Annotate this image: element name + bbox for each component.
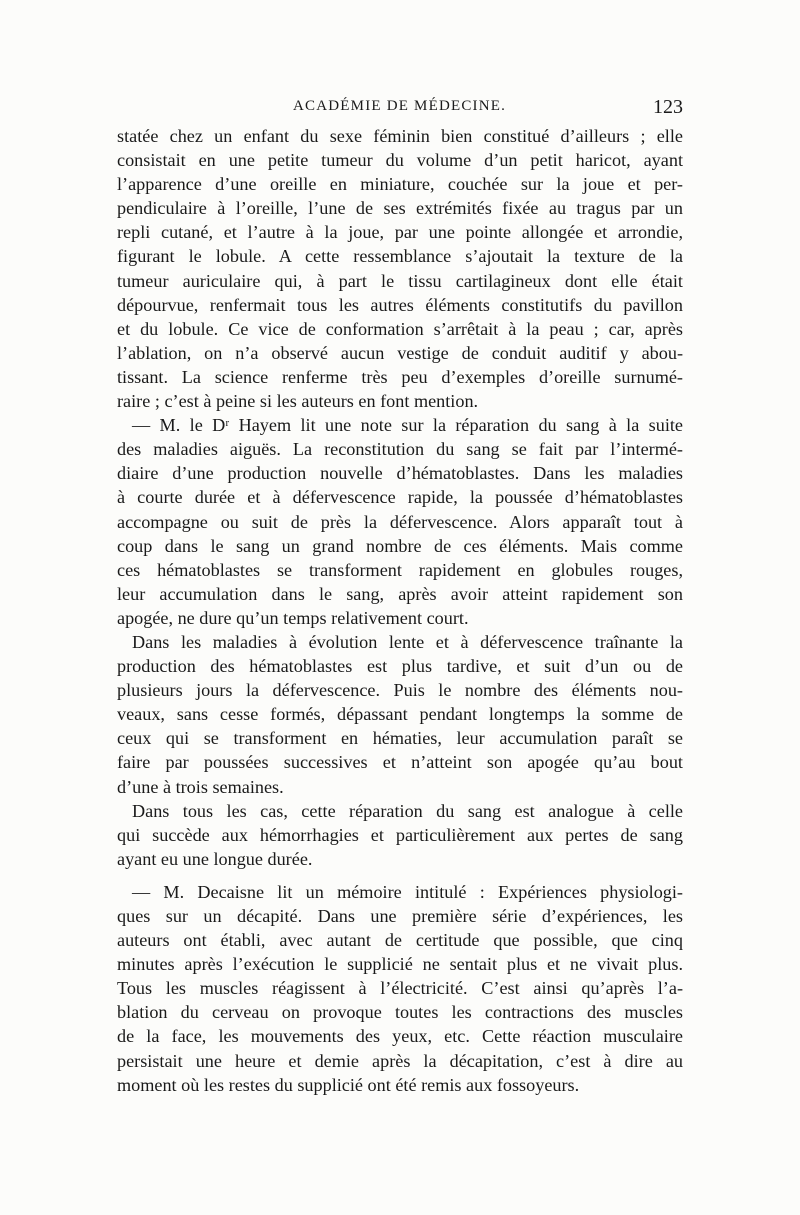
text-line: ceux qui se transforment en hématies, leur accumulation paraît se <box>117 728 683 749</box>
text-line: auteurs ont établi, avec autant de certitude que possible, que cinq <box>117 930 683 951</box>
text-line: raire ; c’est à peine si les auteurs en font mention. <box>117 391 479 412</box>
text-line: persistait une heure et demie après la décapitation, c’est à dire au <box>117 1050 683 1071</box>
paragraph-gap <box>117 871 683 880</box>
running-head: ACADÉMIE DE MÉDECINE. <box>293 98 507 114</box>
paragraph-oreille <box>117 124 683 413</box>
text-line: — M. Decaisne lit un mémoire intitulé : Expériences physiologi- <box>132 881 683 902</box>
text-line: figurant le lobule. A cette ressemblance s’ajoutait la texture de la <box>117 246 683 267</box>
text-line: pendiculaire à l’oreille, l’une de ses extrémités fixée au tragus par un <box>117 198 683 219</box>
text-line: veaux, sans cesse formés, dépassant pendant longtemps la somme de <box>117 704 683 725</box>
page-number: 123 <box>653 96 683 118</box>
text-line: tissant. La science renferme très peu d’exemples d’oreille surnumé- <box>117 366 683 387</box>
text-line: ques sur un décapité. Dans une première série d’expériences, les <box>117 906 683 926</box>
paragraph-tous-les-cas <box>117 799 683 871</box>
text-line: blation du cerveau on provoque toutes les contractions des muscles <box>117 1002 683 1023</box>
text-line: ayant eu une longue durée. <box>117 848 313 869</box>
text-line: accompagne ou suit de près la défervescence. Alors apparaît tout à <box>117 511 683 532</box>
text-line: consistait en une petite tumeur du volume d’un petit haricot, ayant <box>117 150 683 171</box>
text-line: apogée, ne dure qu’un temps relativement court. <box>117 607 469 628</box>
text-line: — M. le Dʳ Hayem lit une note sur la réparation du sang à la suite <box>132 415 683 436</box>
page-header <box>117 96 683 122</box>
text-line: des maladies aiguës. La reconstitution du sang se fait par l’intermé- <box>117 439 683 460</box>
text-line: Dans tous les cas, cette réparation du sang est analogue à celle <box>132 800 683 821</box>
text-line: diaire d’une production nouvelle d’hématoblastes. Dans les maladies <box>117 463 683 484</box>
text-line: minutes après l’exécution le supplicié ne sentait plus et ne vivait plus. <box>117 954 683 975</box>
text-line: moment où les restes du supplicié ont été remis aux fossoyeurs. <box>117 1074 580 1095</box>
text-line: leur accumulation dans le sang, après avoir atteint rapidement son <box>117 583 683 604</box>
paragraph-hayem <box>117 413 683 630</box>
text-line: statée chez un enfant du sexe féminin bien constitué d’ailleurs ; elle <box>117 126 683 146</box>
text-line: qui succède aux hémorrhagies et particulièrement aux pertes de sang <box>117 824 683 845</box>
text-line: de la face, les mouvements des yeux, etc. Cette réaction musculaire <box>117 1026 683 1047</box>
text-line: l’ablation, on n’a observé aucun vestige de conduit auditif y abou- <box>117 342 683 363</box>
text-line: et du lobule. Ce vice de conformation s’arrêtait à la peau ; car, après <box>117 318 683 339</box>
paragraph-decaisne <box>117 880 683 1097</box>
text-line: tumeur auriculaire qui, à part le tissu cartilagineux dont elle était <box>117 270 683 291</box>
paragraph-evolution-lente <box>117 630 683 799</box>
text-line: Tous les muscles réagissent à l’électricité. C’est ainsi qu’après l’a- <box>117 978 683 999</box>
text-line: faire par poussées successives et n’atteint son apogée qu’au bout <box>117 752 683 773</box>
text-line: repli cutané, et l’autre à la joue, par une pointe allongée et arrondie, <box>117 222 683 243</box>
text-line: d’une à trois semaines. <box>117 776 284 797</box>
text-line: plusieurs jours la défervescence. Puis le nombre des éléments nou- <box>117 680 683 701</box>
text-line: coup dans le sang un grand nombre de ces éléments. Mais comme <box>117 535 683 556</box>
text-line: l’apparence d’une oreille en miniature, couchée sur la joue et per- <box>117 174 683 195</box>
text-line: production des hématoblastes est plus tardive, et suit d’un ou de <box>117 656 683 677</box>
text-line: Dans les maladies à évolution lente et à défervescence traînante la <box>132 631 683 652</box>
text-line: à courte durée et à défervescence rapide, la poussée d’hématoblastes <box>117 487 683 508</box>
text-line: ces hématoblastes se transforment rapidement en globules rouges, <box>117 559 683 580</box>
text-line: dépourvue, renfermait tous les autres éléments constitutifs du pavillon <box>117 294 683 315</box>
body-text <box>117 124 683 1097</box>
